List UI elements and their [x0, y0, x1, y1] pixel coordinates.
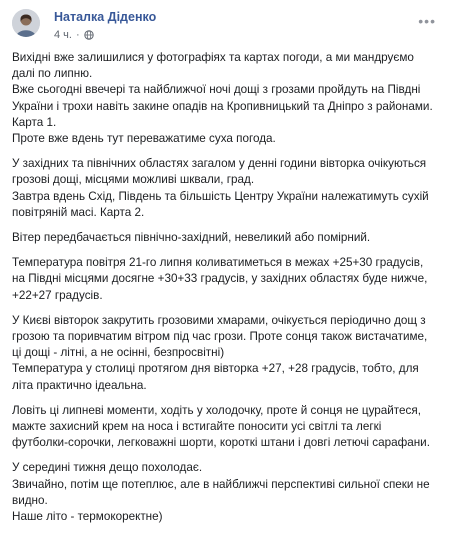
- post-line: Температура у столиці протягом дня вівторка +27, +28 градусів, тобто, для літа практично ідеальна.: [12, 362, 419, 392]
- post-line: Вихідні вже залишилися у фотографіях та картах погоди, а ми мандруємо далі по липню.: [12, 51, 414, 81]
- avatar[interactable]: [12, 9, 40, 37]
- paragraph: [12, 403, 438, 452]
- post-time[interactable]: 4 ч.: [54, 29, 72, 41]
- post-line: Вже сьогодні ввечері та найближчої ночі дощі з грозами пройдуть на Півдні України і трохи навіть закине опадів на Кропивницький та Дніпро з районами. Карта 1.: [12, 83, 433, 129]
- paragraph: [12, 50, 438, 147]
- post-line: У західних та північних областях загалом у денні години вівторка очікуються грозові дощі, місцями можливі шквали, град.: [12, 157, 427, 187]
- post-content: [12, 50, 438, 534]
- paragraph: [12, 460, 438, 525]
- post-line: Проте вже вдень тут переважатиме суха погода.: [12, 132, 276, 146]
- paragraph: [12, 313, 438, 394]
- globe-icon[interactable]: [84, 30, 94, 40]
- post-line: Температура повітря 21-го липня коливатиметься в межах +25+30 градусів, на Півдні місцями досягне +30+33 градусів, у західних областях буде нижче, +22+27 градусів.: [12, 256, 428, 302]
- post-line: Вітер передбачається північно-західний, невеликий або помірний.: [12, 231, 371, 245]
- post-header: [12, 9, 440, 43]
- post-line: У Києві вівторок закрутить грозовими хмарами, очікується періодично дощ з грозою та поривчатим вітром під час грози. Проте сонця також вистачатиме, ці дощі - літні, а не осінні, безпросвітні): [12, 313, 428, 360]
- post-line: Завтра вдень Схід, Південь та більшість Центру України належатимуть сухій повітряній масі. Карта 2.: [12, 189, 429, 219]
- post-line: Ловіть ці липневі моменти, ходіть у холодочку, проте й сонця не цурайтеся, мажте захисний крем на носа і встигайте поносити усі світлі та легкі футболки-сорочки, легковажні шорти, короткі штани і довгі летючі сарафани.: [12, 403, 430, 450]
- paragraph: [12, 156, 438, 221]
- post-meta: [54, 29, 94, 41]
- meta-separator: ·: [75, 29, 80, 41]
- post-line: Звичайно, потім ще потеплює, але в найближчі перспективі сильної спеки не видно.: [12, 477, 430, 507]
- author-name[interactable]: Наталка Діденко: [54, 10, 157, 24]
- post-line: Наше літо - термокоректне): [12, 510, 163, 524]
- avatar-image: [12, 9, 40, 37]
- paragraph: [12, 230, 438, 246]
- more-icon[interactable]: •••: [418, 13, 436, 29]
- paragraph: [12, 255, 438, 304]
- post-line: У середині тижня дещо похолодає.: [12, 461, 203, 475]
